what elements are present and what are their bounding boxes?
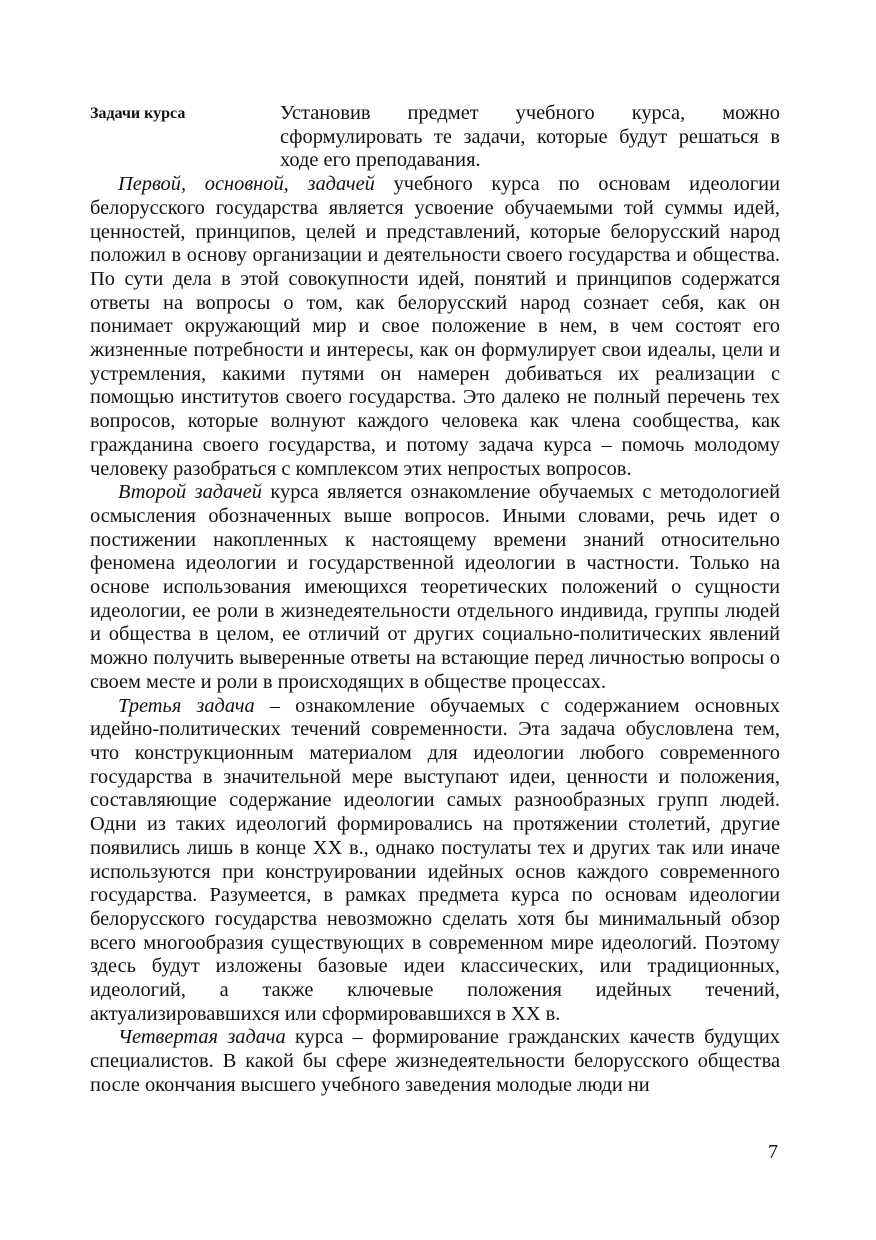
paragraph-task-3	[90, 695, 780, 1027]
task-1-lead: Первой, основной, задачей	[118, 173, 375, 196]
sidebar-heading: Задачи курса	[90, 105, 186, 122]
paragraph-task-1	[90, 173, 780, 481]
task-3-lead: Третья задача	[118, 694, 255, 717]
task-4-lead: Четвертая задача	[118, 1026, 286, 1049]
body-text	[90, 102, 780, 1098]
task-1-body: учебного курса по основам идеологии белорусского государства является усвоение обучаемыми той суммы идей, ценностей, принципов, целей и представлений, которые белорусский народ положил в основу организации и деятельности своего государства и общества. По сути дела в этой совокупности идей, понятий и принципов содержатся ответы на вопросы о том, как белорусский народ сознает себя, как он понимает окружающий мир и свое положение в нем, в чем состоят его жизненные потребности и интересы, как он формулирует свои идеалы, цели и устремления, какими путями он намерен добиваться их реализации с помощью институтов своего государства. Это далеко не полный перечень тех вопросов, которые волнуют каждого человека как члена сообщества, как гражданина своего государства, и потому задача курса – помочь молодому человеку разобраться с комплексом этих непростых вопросов.	[90, 173, 780, 480]
intro-section	[90, 102, 780, 173]
intro-paragraph: Установив предмет учебного курса, можно сформулировать те задачи, которые будут решаться в ходе его преподавания.	[280, 102, 780, 172]
task-2-lead: Второй задачей	[118, 481, 262, 504]
paragraph-task-4	[90, 1026, 780, 1097]
task-4-body: курса – формирование гражданских качеств будущих специалистов. В какой бы сфере жизнедеятельности белорусского общества после окончания высшего учебного заведения молодые люди ни	[90, 1026, 780, 1096]
task-2-body: курса является ознакомление обучаемых с методологией осмысления обозначенных выше вопросов. Иными словами, речь идет о постижении накопленных к настоящему времени знаний относительно феномена идеологии и государственной идеологии в частности. Только на основе использования имеющихся теоретических положений о сущности идеологии, ее роли в жизнедеятельности отдельного индивида, группы людей и общества в целом, ее отличий от других социально-политических явлений можно получить выверенные ответы на встающие перед личностью вопросы о своем месте и роли в происходящих в обществе процессах.	[90, 481, 780, 693]
task-3-body: – ознакомление обучаемых с содержанием основных идейно-политических течений современности. Эта задача обусловлена тем, что конструкционным материалом для идеологии любого современного государства в значительной мере выступают идеи, ценности и положения, составляющие содержание идеологии самых разнообразных групп людей. Одни из таких идеологий формировались на протяжении столетий, другие появились лишь в конце XX в., однако постулаты тех и других так или иначе используются при конструировании идейных основ каждого современного государства. Разумеется, в рамках предмета курса по основам идеологии белорусского государства невозможно сделать хотя бы минимальный обзор всего многообразия существующих в современном мире идеологий. Поэтому здесь будут изложены базовые идеи классических, или традиционных, идеологий, а также ключевые положения идейных течений, актуализировавшихся или сформировавшихся в XX в.	[90, 694, 780, 1025]
page-number: 7	[768, 1141, 778, 1163]
paragraph-task-2	[90, 481, 780, 694]
